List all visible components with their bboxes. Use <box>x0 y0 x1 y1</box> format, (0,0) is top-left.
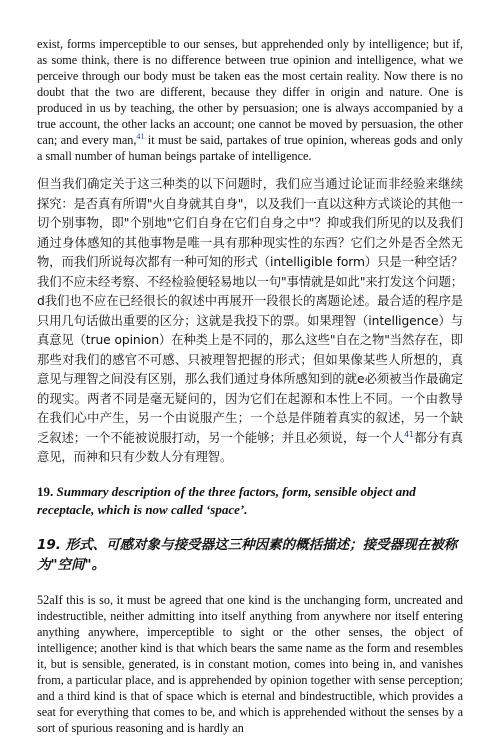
paragraph-text: 52aIf this is so, it must be agreed that one kind is the unchanging form, uncreated and indestructible, neither admitting into itself anything from anywhere nor itself entering anything anywhere, imperceptible to sight or the other senses, the object of intelligence; another kind is that which bears the same name as the form and resembles it, but is sensible, generated, is in constant motion, comes into being in, and vanishes from, a particular place, and is apprehended by opinion together with sense perception; and a third kind is that of space which is eternal and bindestructible, which provides a seat for everything that comes to be, and which is apprehended without the senses by a sort of spurious reasoning and is hardly an <box>37 592 463 735</box>
paragraph-text: exist, forms imperceptible to our senses, but apprehended only by intelligence; but if, as some think, there is no difference between true opinion and intelligence, what we perceive through our body must be taken eas the most certain reality. Now there is no doubt that the two are different, because they differ in origin and nature. One is produced in us by teaching, the other by persuasion; one is always accompanied by a true account, the other lacks an account; one cannot be moved by persuasion, the other can; and every man, <box>37 37 463 147</box>
section-title: Summary description of the three factors, form, sensible object and receptacle, which is now called ‘space’. <box>37 483 416 517</box>
paragraph-text: 都分有真意见，而神和只有少数人分有理智。 <box>37 430 463 464</box>
section-title: 19. 形式、可感对象与接受器这三种因素的概括描述；接受器现在被称为"空间"。 <box>37 536 458 573</box>
english-paragraph-2 <box>37 592 463 736</box>
section-heading-english <box>37 483 463 519</box>
english-paragraph-1 <box>37 36 463 164</box>
section-number: 19. <box>37 483 54 499</box>
chinese-paragraph-1 <box>37 175 463 468</box>
footnote-link[interactable]: 41 <box>404 429 415 439</box>
document-page <box>37 36 463 736</box>
paragraph-text: it must be said, partakes of true opinion, whereas gods and only a small number of human beings partake of intelligence. <box>37 133 463 163</box>
paragraph-text: 但当我们确定关于这三种类的以下问题时，我们应当通过论证而非经验来继续探究：是否真有所谓"火自身就其自身"，以及我们一直以这种方式谈论的其他一切个别事物，即"个别地"它们自身在它们自身之中"？抑或我们所见的以及我们通过身体感知的其他事物是唯一具有那种现实性的东西？它们之外是否全然无物，而我们所说每次都有一种可知的形式（intelligible form）只是一种空话？我们不应未经考察、不经检验便轻易地以一句"事情就是如此"来打发这个问题；d我们也不应在已经很长的叙述中再展开一段很长的离题论述。最合适的程序是只用几句话做出重要的区分；这就是我投下的票。如果理智（intelligence）与真意见（true opinion）在种类上是不同的，那么这些"自在之物"当然存在，即那些对我们的感官不可感、只被理智把握的形式；但如果像某些人所想的，真意见与理智之间没有区别，那么我们通过身体所感知到的就e必须被当作最确定的现实。两者不同是毫无疑问的，因为它们在起源和本性上不同。一个由教导在我们心中产生，另一个由说服产生；一个总是伴随着真实的叙述，另一个缺乏叙述；一个不能被说服打动，另一个能够；并且必须说，每一个人 <box>37 177 463 445</box>
footnote-link[interactable]: 41 <box>136 131 145 141</box>
section-heading-chinese <box>37 535 463 575</box>
